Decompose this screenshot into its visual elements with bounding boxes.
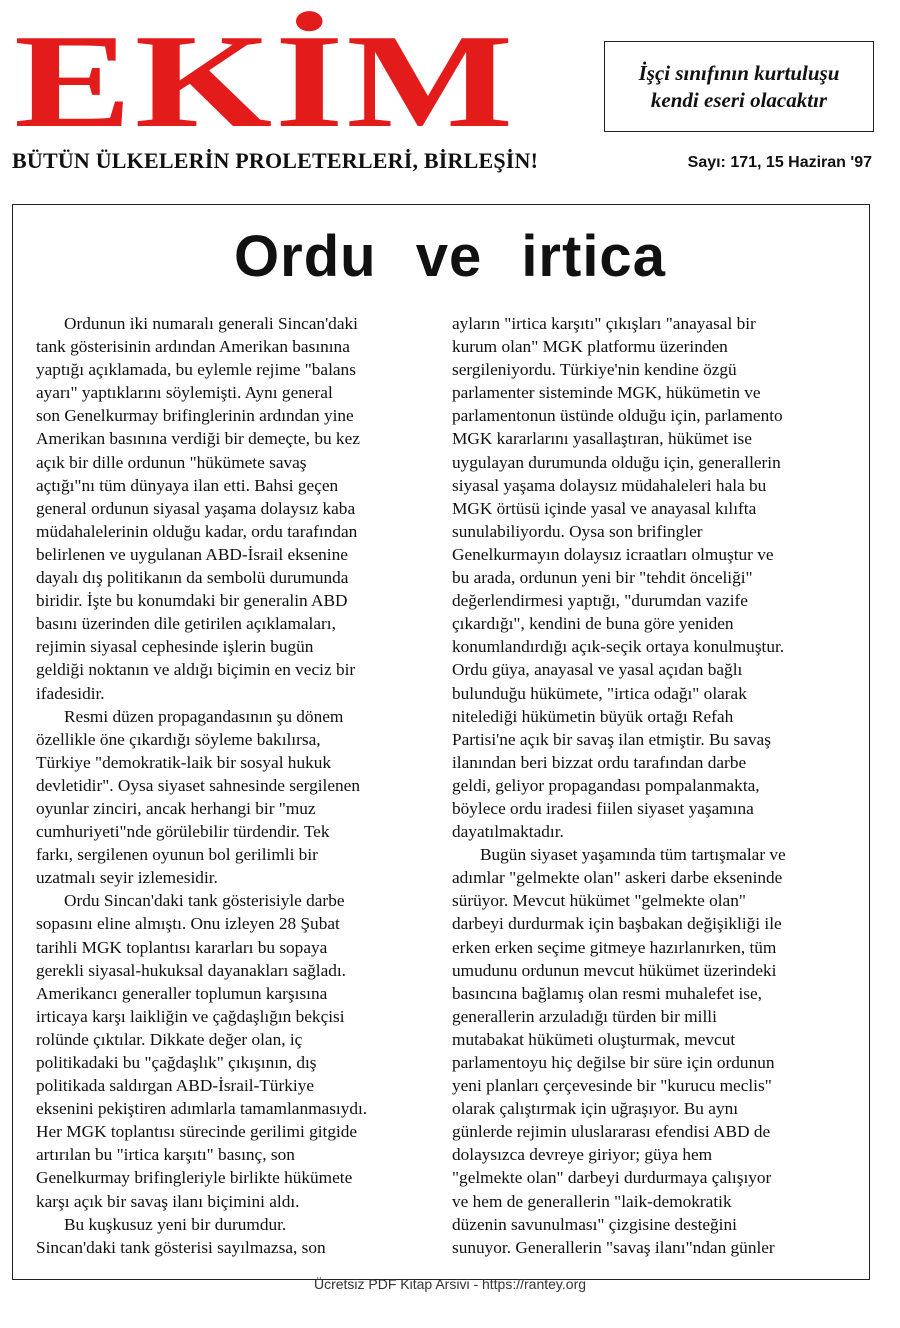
text-line: Amerikan basınına verdiği bir demeçte, bu kez (36, 429, 360, 449)
text-line: basıncına bağlamış olan resmi muhalefet ise, (452, 983, 763, 1003)
text-line: rolünde çıktılar. Dikkate değer olan, iç (36, 1029, 303, 1049)
text-line: tank gösterisinin ardından Amerikan basınına (36, 337, 350, 357)
text-line: uygulayan durumunda olduğu için, generallerin (452, 452, 781, 472)
ekim-logo (14, 7, 516, 155)
footer-credit: Ücretsiz PDF Kitap Arsivi - https://rantey.org (313, 1276, 587, 1292)
motto-box (604, 41, 874, 132)
text-line: parlamentonun üstünde olduğu için, parlamento (452, 406, 783, 426)
text-line: umudunu ordunun mevcut hükümet üzerindeki (452, 960, 777, 980)
text-line: biridir. İşte bu konumdaki bir generalin ABD (36, 591, 348, 611)
text-line: Bu kuşkusuz yeni bir durumdur. (64, 1214, 287, 1234)
text-line: politikadaki bu "çağdaşlık" çıkışının, dış (36, 1053, 317, 1072)
text-line: adımlar "gelmekte olan" askeri darbe ekseninde (452, 868, 783, 888)
text-line: dayatılmaktadır. (452, 822, 564, 842)
text-line: erken erken seçime gitmeye hazırlanırken, tüm (452, 937, 777, 957)
text-line: Her MGK toplantısı sürecinde gerilimi gitgide (36, 1122, 358, 1142)
text-line: cumhuriyeti"nde görülebilir türdendir. Tek (36, 822, 330, 842)
motto-line-1: İşçi sınıfının kurtuluşu (638, 60, 840, 85)
text-line: darbeyi durdurmak için başbakan değişikliği ile (452, 914, 782, 934)
text-line: dolaysızca devreye giriyor; güya hem (452, 1145, 713, 1165)
text-line: konumlandırdığı açık-seçik ortaya konulmuştur. (452, 637, 785, 657)
text-line: sunuyor. Generallerin "savaş ilanı"ndan günler (452, 1237, 775, 1257)
article-column-left (36, 312, 434, 1259)
text-line: ilanından beri bizzat ordu tarafından darbe (452, 752, 747, 772)
text-line: günlerde rejimin uluslararası efendisi ABD de (452, 1122, 771, 1142)
text-line: Genelkurmay brifingleriyle birlikte hükümete (36, 1168, 353, 1188)
text-line: Türkiye "demokratik-laik bir sosyal hukuk (36, 752, 332, 772)
text-line: geldiği noktanın ve aldığı biçimin en veciz bir (36, 660, 356, 680)
text-line: Amerikancı generaller toplumun karşısına (36, 983, 328, 1003)
text-line: basını üzerinden dile getirilen açıklamaları, (36, 614, 336, 634)
text-line: sergileniyordu. Türkiye'nin kendine özgü (452, 360, 737, 380)
text-line: oyunlar zinciri, ancak herhangi bir "muz (36, 798, 316, 818)
text-line: yaptığı açıklamada, bu eylemle rejime "balans (36, 360, 356, 380)
text-line: siyasal yaşama dolaysız müdahaleleri hala bu (452, 475, 767, 495)
text-line: parlamentoyu hiç değilse bir süre için ordunun (452, 1053, 775, 1072)
logo-wordmark: EKİM (14, 7, 516, 155)
text-line: Resmi düzen propagandasının şu dönem (64, 706, 344, 726)
text-line: general ordunun siyasal yaşama dolaysız kaba (36, 498, 356, 518)
text-line: müdahalelerinin olduğu kadar, ordu tarafından (36, 521, 358, 541)
text-line: yeni planları çerçevesinde bir "kurucu meclis" (452, 1076, 772, 1096)
text-line: açtığı"nı tüm dünyaya ilan etti. Bahsi geçen (36, 475, 339, 495)
text-line: uzatmalı seyir izlemesidir. (36, 868, 218, 888)
text-line: devletidir". Oysa siyaset sahnesinde sergilenen (36, 775, 360, 795)
text-line: bu arada, ordunun yeni bir "tehdit önceliği" (452, 568, 753, 588)
text-line: rejimin siyasal cephesinde işlerin bugün (36, 637, 314, 657)
text-line: bulunduğu hükümete, "irtica odağı" olarak (452, 683, 747, 703)
text-line: çıkardığı", kendini de buna göre yeniden (452, 614, 734, 634)
text-line: böylece ordu iradesi fiilen siyaset yaşamına (452, 798, 754, 818)
text-line: sürüyor. Mevcut hükümet "gelmekte olan" (452, 891, 746, 911)
text-line: parlamenter sisteminde MGK, hükümetin ve (452, 383, 761, 403)
text-line: eksenini pekiştiren adımlarla tamamlanmasıydı. (36, 1099, 368, 1119)
text-line: Genelkurmayın dolaysız icraatları olmuştur ve (452, 544, 774, 564)
text-line: Ordu güya, anayasal ve yasal açıdan bağlı (452, 660, 743, 680)
text-line: farkı, sergilenen oyunun bol gerilimli bir (36, 845, 318, 865)
text-line: geldi, geliyor propagandası pompalanmakta, (452, 775, 760, 795)
text-line: karşı açık bir savaş ilanı biçimini aldı. (36, 1191, 300, 1211)
text-line: irticaya karşı laikliğin ve çağdaşlığın bekçisi (36, 1006, 345, 1026)
motto-line-2: kendi eseri olacaktır (650, 87, 828, 112)
text-line: tarihli MGK toplantısı kararları bu sopaya (36, 937, 328, 957)
text-line: politikada saldırgan ABD-İsrail-Türkiye (36, 1076, 315, 1096)
text-line: sunulabiliyordu. Oysa son brifingler (452, 521, 703, 541)
text-line: ayların "irtica karşıtı" çıkışları "anayasal bir (452, 314, 756, 333)
text-line: MGK kararlarını yasallaştıran, hükümet ise (452, 429, 752, 449)
text-line: dayalı dış politikanın da sembolü durumunda (36, 568, 349, 588)
article-column-right (452, 312, 850, 1259)
text-line: Ordunun iki numaralı generali Sincan'daki (64, 314, 358, 333)
text-line: artırılan bu "irtica karşıtı" basınç, son (36, 1145, 295, 1165)
issue-info: Sayı: 171, 15 Haziran '97 (687, 154, 872, 171)
text-line: açık bir dille ordunun "hükümete savaş (36, 452, 307, 472)
text-line: Partisi'ne açık bir savaş ilan etmiştir. Bu savaş (452, 729, 771, 749)
text-line: "gelmekte olan" darbeyi durdurmaya çalışıyor (452, 1168, 772, 1188)
text-line: belirlenen ve uygulanan ABD-İsrail eksenine (36, 544, 348, 564)
text-line: sopasını eline almıştı. Onu izleyen 28 Şubat (36, 914, 340, 934)
text-line: gerekli siyasal-hukuksal dayanakları sağladı. (36, 960, 346, 980)
text-line: son Genelkurmay brifinglerinin ardından yine (36, 406, 354, 426)
text-line: mutabakat hükümeti oluşturmak, mevcut (452, 1029, 736, 1049)
text-line: düzenin savunulması" çizgisine desteğini (452, 1214, 737, 1234)
text-line: Ordu Sincan'daki tank gösterisiyle darbe (64, 891, 345, 911)
text-line: ayarı" yaptıklarını söylemişti. Aynı general (36, 383, 333, 403)
text-line: Sincan'daki tank gösterisi sayılmazsa, son (36, 1237, 326, 1257)
text-line: ifadesidir. (36, 683, 105, 703)
text-line: Bugün siyaset yaşamında tüm tartışmalar ve (480, 845, 786, 865)
text-line: olarak çalıştırmak için uğraşıyor. Bu aynı (452, 1099, 739, 1119)
article-title: Ordu ve irtica (234, 224, 666, 289)
slogan: BÜTÜN ÜLKELERİN PROLETERLERİ, BİRLEŞİN! (12, 148, 539, 173)
text-line: ve hem de generallerin "laik-demokratik (452, 1191, 732, 1211)
text-line: generallerin arzuladığı türden bir milli (452, 1006, 717, 1026)
text-line: MGK örtüsü içinde yasal ve anayasal kılıfta (452, 498, 757, 518)
text-line: değerlendirmesi yaptığı, "durumdan vazife (452, 591, 748, 611)
text-line: kurum olan" MGK platformu üzerinden (452, 337, 728, 357)
text-line: nitelediği hükümetin büyük ortağı Refah (452, 706, 734, 726)
text-line: özellikle öne çıkardığı söyleme bakılırsa, (36, 729, 321, 749)
